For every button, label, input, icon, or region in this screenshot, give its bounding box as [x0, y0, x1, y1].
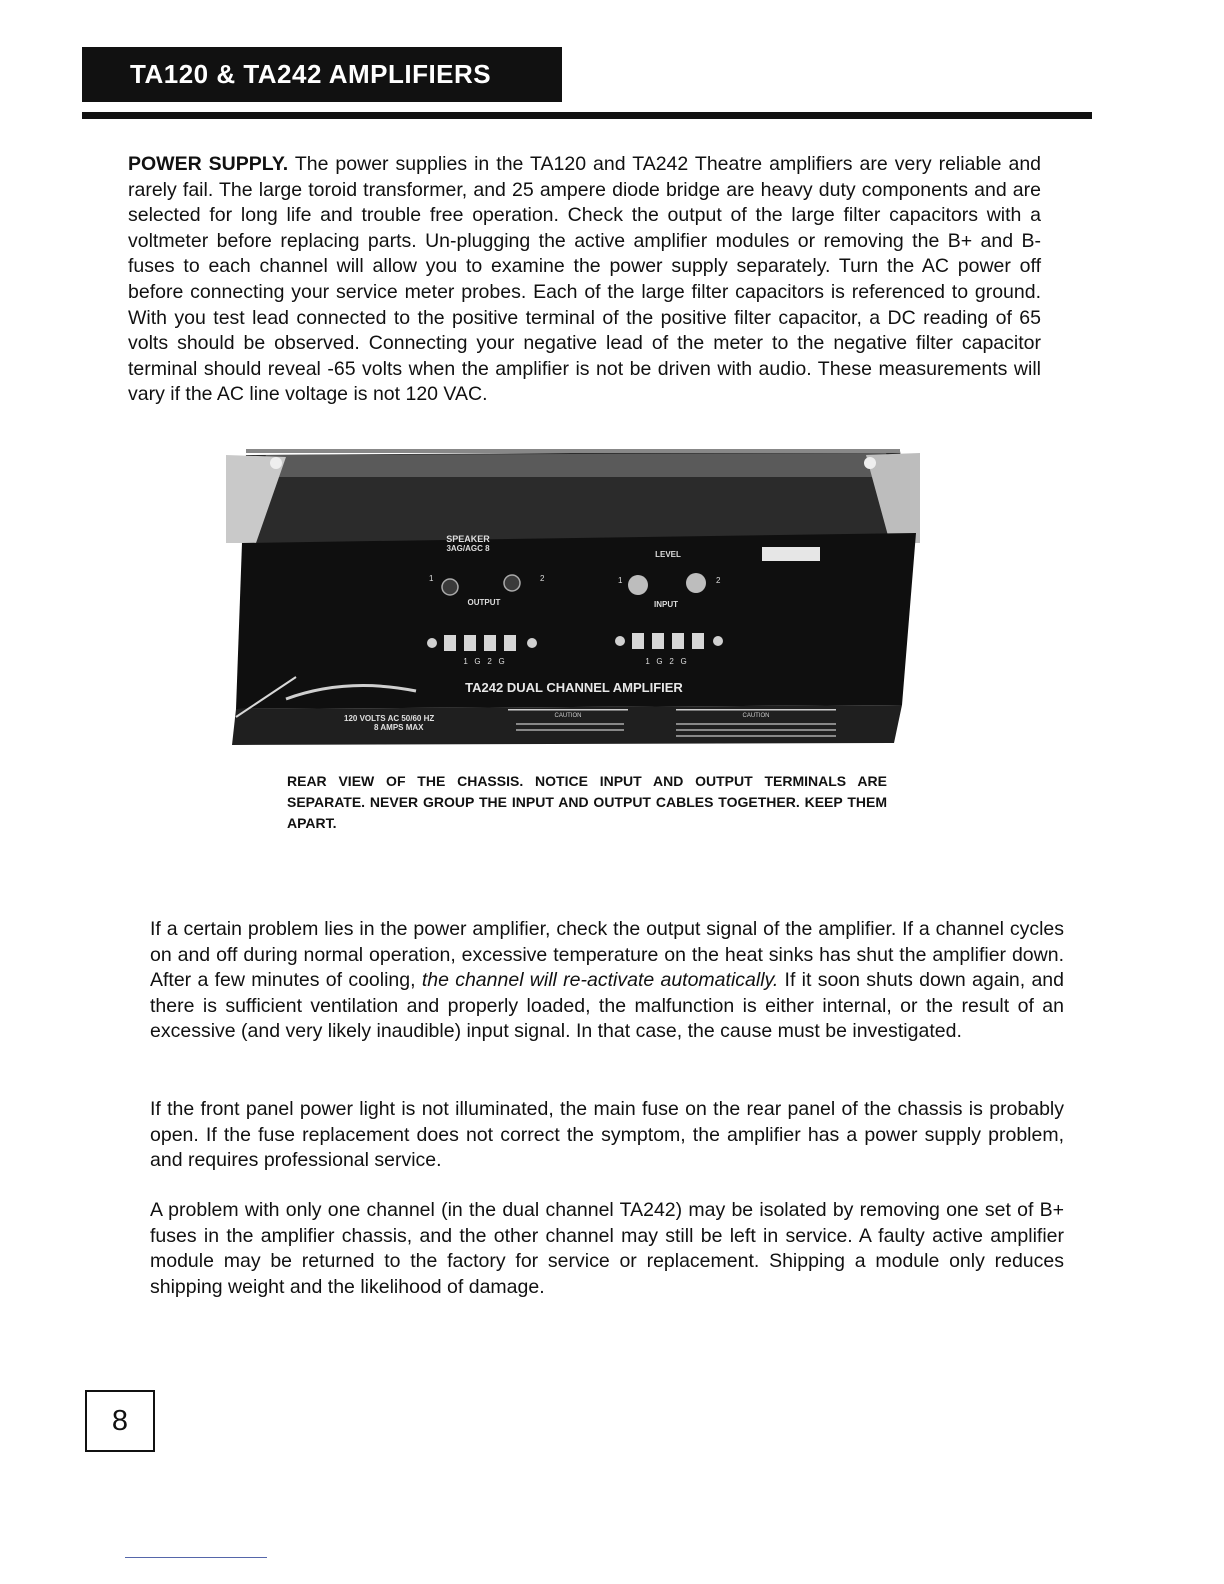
level-knob-2	[686, 573, 706, 593]
problem-text-a: If a certain problem lies in the power amplifier, check the output signal of the amplifier. If a channel cycles on and off during normal operation, excessive temperature on the heat sinks has shut the amplifier down. After a few minutes of cooling,	[150, 918, 1064, 992]
figure-caption: REAR VIEW OF THE CHASSIS. NOTICE INPUT AND OUTPUT TERMINALS ARE SEPARATE. NEVER GROUP THE INPUT AND OUTPUT CABLES TOGETHER. KEEP THEM APART.	[287, 773, 887, 831]
header-bar	[82, 47, 562, 102]
header-rule	[82, 112, 1092, 119]
page-number-box	[85, 1390, 155, 1452]
input-ch1-number: 1	[618, 576, 623, 585]
power-supply-heading: POWER SUPPLY.	[128, 153, 289, 175]
bottom-rule	[125, 1557, 267, 1558]
level-label: LEVEL	[655, 550, 681, 559]
power-supply-text: The power supplies in the TA120 and TA242 Theatre amplifiers are very reliable and rarely fail. The large toroid transformer, and 25 ampere diode bridge are heavy duty components and are selected for long life and trouble free operation. Check the output of the large filter capacitors with a voltmeter before replacing parts. Un-plugging the active amplifier modules or removing the B+ and B- fuses to each channel will allow you to examine the power supply separately. Turn the AC power off before connecting your service meter probes. Each of the large filter capacitors is referenced to ground. With you test lead connected to the positive terminal of the positive filter capacitor, a DC reading of 65 volts should be observed. Connecting your negative lead of the meter to the negative filter capacitor terminal should reveal -65 volts when the amplifier is not be driven with audio. These measurements will vary if the AC line voltage is not 120 VAC.	[128, 153, 1042, 406]
power-supply-paragraph	[128, 152, 1041, 408]
output-ch1-number: 1	[429, 574, 434, 583]
page-title: TA120 & TA242 AMPLIFIERS	[130, 59, 492, 89]
output-ch2-number: 2	[540, 574, 545, 583]
one-channel-paragraph: A problem with only one channel (in the dual channel TA242) may be isolated by removing one set of B+ fuses in the amplifier chassis, and the other channel may still be left in service. A faulty active amplifier module may be returned to the factory for service or replacement. Shipping a module only reduces shipping weight and the likelihood of damage.	[150, 1199, 1064, 1298]
input-label: INPUT	[654, 600, 678, 609]
voltage-label-1: 120 VOLTS AC 50/60 HZ	[344, 714, 435, 723]
output-label: OUTPUT	[467, 598, 501, 607]
output-fuse-holder-2	[504, 575, 520, 591]
speaker-label: SPEAKER	[446, 534, 490, 544]
model-label: TA242 DUAL CHANNEL AMPLIFIER	[465, 680, 683, 695]
voltage-label-2: 8 AMPS MAX	[374, 723, 424, 732]
fuse-rating-label: 3AG/AGC 8	[446, 544, 490, 553]
output-fuse-holder-1	[442, 579, 458, 595]
input-ch2-number: 2	[716, 576, 721, 585]
page-number: 8	[111, 1405, 129, 1437]
chassis-rear-illustration	[226, 447, 920, 745]
caution-label-right: CAUTION	[742, 713, 770, 719]
problem-text-b: If it soon shuts down again, and there is sufficient ventilation and properly loaded, the malfunction is either internal, or the result of an excessive (and very likely inaudible) input signal. In that case, the cause must be investigated.	[150, 969, 1064, 1043]
problem-paragraph	[150, 917, 1064, 1045]
level-knob-1	[628, 575, 648, 595]
chassis-rear-photo	[226, 447, 920, 745]
front-panel-paragraph: If the front panel power light is not illuminated, the main fuse on the rear panel of the chassis is probably open. If the fuse replacement does not correct the symptom, the amplifier has a power supply problem, and requires professional service.	[150, 1098, 1064, 1172]
input-terminal-labels: 1 G 2 G	[645, 657, 687, 666]
caution-label-left: CAUTION	[554, 713, 582, 719]
output-terminal-labels: 1 G 2 G	[463, 657, 505, 666]
problem-emphasis: the channel will re-activate automatically.	[421, 969, 779, 992]
